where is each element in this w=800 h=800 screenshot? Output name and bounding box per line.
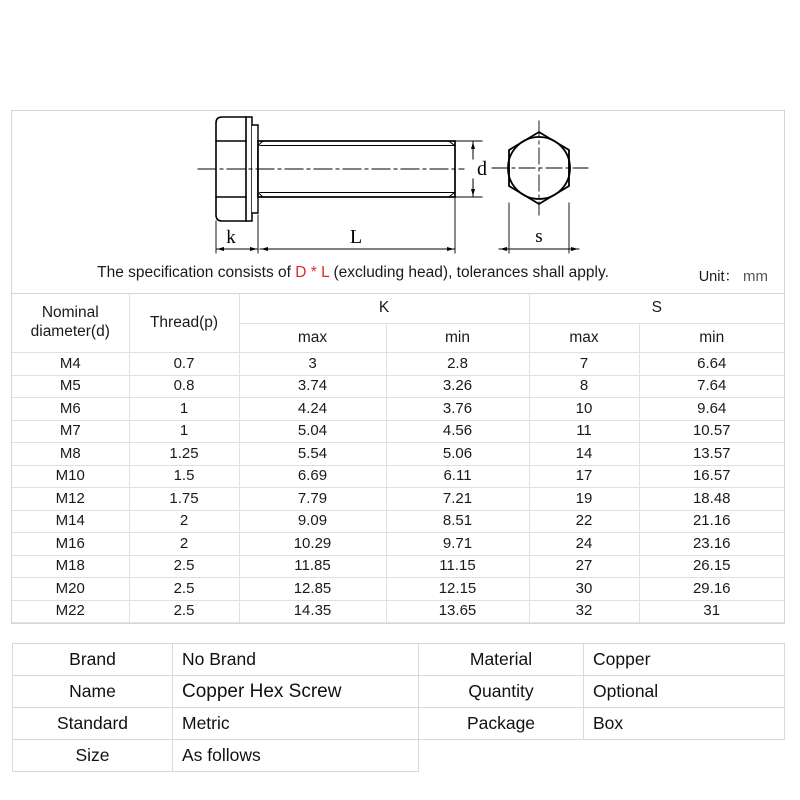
table-row: [12, 510, 784, 533]
table-row: [12, 555, 784, 578]
cell-nominal: M7: [12, 420, 129, 443]
info-row: [13, 676, 785, 708]
specification-panel: [11, 110, 785, 624]
cell-k-min: 11.15: [386, 555, 529, 578]
column-header-thread: Thread(p): [129, 294, 239, 353]
cell-k-max: 5.04: [239, 420, 386, 443]
info-row: [13, 740, 785, 772]
cell-s-min: 21.16: [639, 510, 784, 533]
cell-s-min: 23.16: [639, 533, 784, 556]
info-label-1b: Quantity: [419, 676, 584, 708]
cell-k-min: 3.76: [386, 398, 529, 421]
cell-k-min: 5.06: [386, 443, 529, 466]
cell-s-min: 9.64: [639, 398, 784, 421]
note-accent: D * L: [295, 264, 330, 281]
cell-s-max: 17: [529, 465, 639, 488]
info-label-1a: Name: [13, 676, 173, 708]
table-row: [12, 443, 784, 466]
cell-k-max: 9.09: [239, 510, 386, 533]
cell-k-max: 5.54: [239, 443, 386, 466]
cell-thread: 0.8: [129, 375, 239, 398]
dimension-k: [216, 247, 258, 251]
cell-thread: 1.5: [129, 465, 239, 488]
unit-value: mm: [743, 268, 768, 285]
dimension-label-k: k: [226, 227, 236, 248]
info-empty-cell: [584, 740, 785, 772]
cell-thread: 2: [129, 510, 239, 533]
cell-s-min: 18.48: [639, 488, 784, 511]
info-value-1a: Copper Hex Screw: [173, 676, 419, 708]
dimensions-table-body: [12, 353, 784, 623]
cell-s-min: 16.57: [639, 465, 784, 488]
column-header-nominal-diameter: [12, 294, 129, 353]
cell-k-min: 7.21: [386, 488, 529, 511]
column-header-s: S: [529, 294, 784, 324]
nominal-line1: Nominal: [41, 304, 99, 322]
cell-k-min: 9.71: [386, 533, 529, 556]
cell-s-max: 27: [529, 555, 639, 578]
product-info-table: [12, 643, 785, 772]
info-value-3a: As follows: [173, 740, 419, 772]
dimension-label-L: L: [349, 226, 363, 248]
cell-k-max: 12.85: [239, 578, 386, 601]
unit-block: [699, 265, 768, 286]
table-row: [12, 533, 784, 556]
info-label-2b: Package: [419, 708, 584, 740]
column-header-s-max: max: [529, 324, 639, 353]
cell-k-min: 6.11: [386, 465, 529, 488]
info-label-2a: Standard: [13, 708, 173, 740]
cell-s-max: 8: [529, 375, 639, 398]
table-row: [12, 420, 784, 443]
cell-k-min: 2.8: [386, 353, 529, 376]
cell-s-max: 11: [529, 420, 639, 443]
cell-k-max: 3.74: [239, 375, 386, 398]
cell-s-min: 31: [639, 600, 784, 623]
info-label-0a: Brand: [13, 644, 173, 676]
dimensions-table-header: [12, 294, 784, 353]
cell-k-min: 8.51: [386, 510, 529, 533]
table-row: [12, 578, 784, 601]
info-row: [13, 644, 785, 676]
cell-thread: 1: [129, 398, 239, 421]
cell-s-min: 29.16: [639, 578, 784, 601]
cell-k-max: 3: [239, 353, 386, 376]
cell-nominal: M10: [12, 465, 129, 488]
info-value-0a: No Brand: [173, 644, 419, 676]
cell-thread: 2.5: [129, 578, 239, 601]
info-label-3a: Size: [13, 740, 173, 772]
cell-k-max: 4.24: [239, 398, 386, 421]
table-row: [12, 600, 784, 623]
cell-s-min: 13.57: [639, 443, 784, 466]
bolt-drawing: [12, 111, 784, 261]
cell-s-max: 22: [529, 510, 639, 533]
table-row: [12, 465, 784, 488]
cell-thread: 1.75: [129, 488, 239, 511]
specification-note: [12, 264, 784, 282]
cell-k-min: 13.65: [386, 600, 529, 623]
dimension-label-d: d: [477, 158, 487, 180]
table-row: [12, 398, 784, 421]
cell-s-max: 10: [529, 398, 639, 421]
cell-nominal: M16: [12, 533, 129, 556]
cell-k-min: 4.56: [386, 420, 529, 443]
cell-nominal: M20: [12, 578, 129, 601]
cell-nominal: M14: [12, 510, 129, 533]
cell-nominal: M18: [12, 555, 129, 578]
note-prefix: The specification consists of: [97, 264, 296, 281]
cell-nominal: M6: [12, 398, 129, 421]
cell-nominal: M8: [12, 443, 129, 466]
info-value-0b: Copper: [584, 644, 785, 676]
hex-head-end-view: [492, 121, 588, 215]
cell-thread: 2.5: [129, 600, 239, 623]
cell-nominal: M22: [12, 600, 129, 623]
cell-s-min: 10.57: [639, 420, 784, 443]
cell-s-max: 24: [529, 533, 639, 556]
dimension-label-s: s: [535, 226, 543, 247]
specification-note-row: [12, 261, 784, 294]
cell-thread: 2.5: [129, 555, 239, 578]
cell-k-max: 14.35: [239, 600, 386, 623]
info-value-2a: Metric: [173, 708, 419, 740]
cell-nominal: M4: [12, 353, 129, 376]
cell-nominal: M5: [12, 375, 129, 398]
cell-nominal: M12: [12, 488, 129, 511]
cell-k-max: 11.85: [239, 555, 386, 578]
cell-s-max: 14: [529, 443, 639, 466]
table-row: [12, 375, 784, 398]
cell-thread: 1: [129, 420, 239, 443]
cell-s-max: 7: [529, 353, 639, 376]
table-row: [12, 488, 784, 511]
cell-s-min: 7.64: [639, 375, 784, 398]
unit-label: Unit：: [698, 269, 739, 285]
cell-s-max: 19: [529, 488, 639, 511]
table-row: [12, 353, 784, 376]
column-header-k-max: max: [239, 324, 386, 353]
product-info-panel: [12, 643, 784, 772]
cell-k-max: 7.79: [239, 488, 386, 511]
note-suffix: (excluding head), tolerances shall apply.: [329, 264, 609, 281]
cell-thread: 2: [129, 533, 239, 556]
cell-k-max: 6.69: [239, 465, 386, 488]
cell-thread: 0.7: [129, 353, 239, 376]
cell-k-min: 12.15: [386, 578, 529, 601]
column-header-s-min: min: [639, 324, 784, 353]
column-header-k-min: min: [386, 324, 529, 353]
cell-s-max: 32: [529, 600, 639, 623]
nominal-line2: diameter(d): [30, 323, 110, 340]
bolt-drawing-svg: [12, 111, 784, 261]
cell-k-max: 10.29: [239, 533, 386, 556]
info-empty-cell: [419, 740, 584, 772]
dimensions-table: [12, 294, 784, 623]
info-value-1b: Optional: [584, 676, 785, 708]
cell-k-min: 3.26: [386, 375, 529, 398]
column-header-k: K: [239, 294, 529, 324]
product-info-body: [13, 644, 785, 772]
cell-s-min: 26.15: [639, 555, 784, 578]
cell-thread: 1.25: [129, 443, 239, 466]
cell-s-max: 30: [529, 578, 639, 601]
cell-s-min: 6.64: [639, 353, 784, 376]
info-row: [13, 708, 785, 740]
info-label-0b: Material: [419, 644, 584, 676]
info-value-2b: Box: [584, 708, 785, 740]
